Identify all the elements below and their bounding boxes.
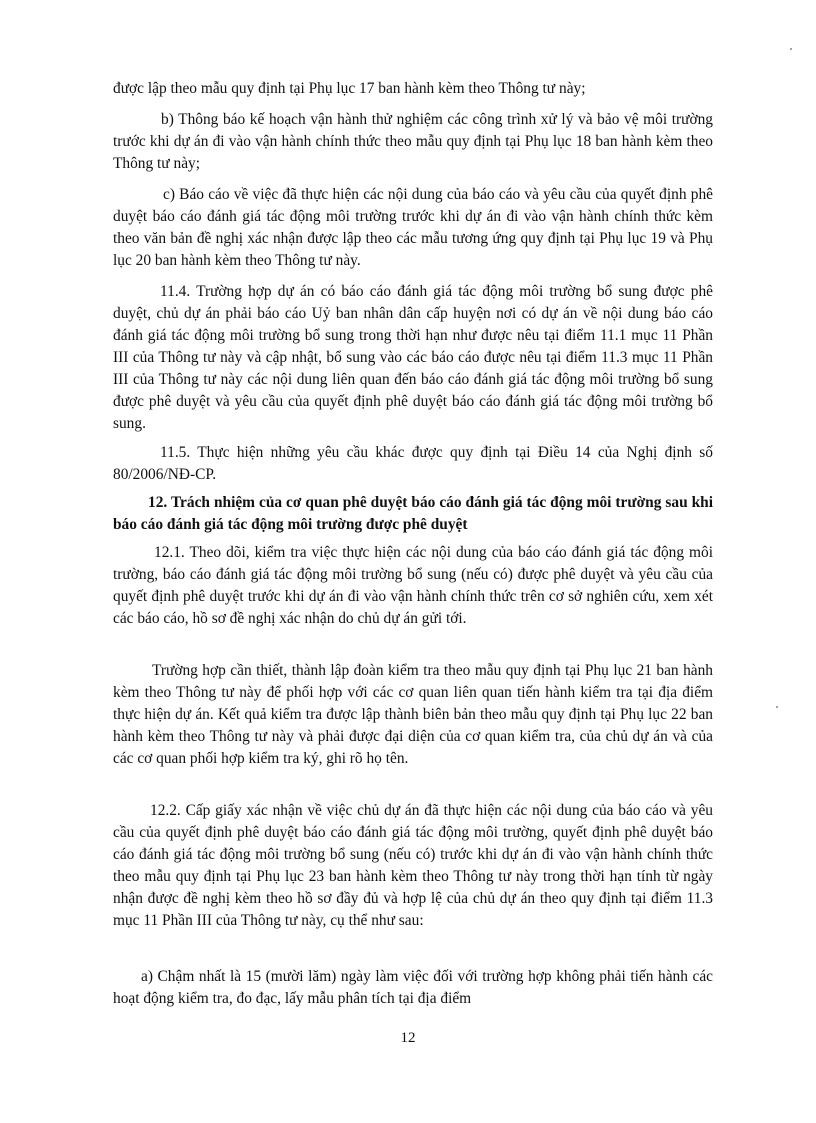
scan-speck (790, 48, 792, 50)
paragraph-item-b: b) Thông báo kế hoạch vận hành thử nghiệm các công trình xử lý và bảo vệ môi trường trước khi dự án đi vào vận hành chính thức theo mẫu quy định tại Phụ lục 18 ban hành kèm theo Thông tư này; (113, 111, 713, 172)
scan-speck (776, 706, 778, 708)
paragraph-item-c: c) Báo cáo về việc đã thực hiện các nội dung của báo cáo và yêu cầu của quyết định phê duyệt báo cáo đánh giá tác động môi trường trước khi dự án đi vào vận hành chính thức kèm theo văn bản đề nghị xác nhận được lập theo các mẫu tương ứng quy định tại Phụ lục 19 và Phụ lục 20 ban hành kèm theo Thông tư này. (113, 186, 713, 269)
paragraph-11-4: 11.4. Trường hợp dự án có báo cáo đánh giá tác động môi trường bổ sung được phê duyệt, chủ dự án phải báo cáo Uỷ ban nhân dân cấp huyện nơi có dự án về nội dung báo cáo đánh giá tác động môi trường bổ sung trong thời hạn như được nêu tại điểm 11.1 mục 11 Phần III của Thông tư này và cập nhật, bổ sung vào các báo cáo được nêu tại điểm 11.3 mục 11 Phần III của Thông tư này các nội dung liên quan đến báo cáo đánh giá tác động môi trường bổ sung được phê duyệt và yêu cầu của quyết định phê duyệt báo cáo đánh giá tác động môi trường bổ sung. (113, 283, 713, 432)
paragraph-12-1: 12.1. Theo dõi, kiểm tra việc thực hiện các nội dung của báo cáo đánh giá tác động môi trường, báo cáo đánh giá tác động môi trường bổ sung (nếu có) được phê duyệt và yêu cầu của quyết định phê duyệt trước khi dự án đi vào vận hành chính thức trên cơ sở nghiên cứu, xem xét các báo cáo, hồ sơ đề nghị xác nhận do chủ dự án gửi tới. (113, 544, 713, 627)
section-heading-12: 12. Trách nhiệm của cơ quan phê duyệt báo cáo đánh giá tác động môi trường sau khi báo cáo đánh giá tác động môi trường được phê duyệt (113, 494, 713, 533)
paragraph-12-2: 12.2. Cấp giấy xác nhận về việc chủ dự án đã thực hiện các nội dung của báo cáo và yêu cầu của quyết định phê duyệt báo cáo đánh giá tác động môi trường, quyết định phê duyệt báo cáo đánh giá tác động môi trường bổ sung (nếu có) trước khi dự án đi vào vận hành chính thức theo mẫu quy định tại Phụ lục 23 ban hành kèm theo Thông tư này trong thời hạn tính từ ngày nhận được đề nghị kèm theo hồ sơ đầy đủ và hợp lệ của chủ dự án theo quy định tại điểm 11.3 mục 11 Phần III của Thông tư này, cụ thể như sau: (113, 802, 713, 929)
paragraph-inspection: Trường hợp cần thiết, thành lập đoàn kiểm tra theo mẫu quy định tại Phụ lục 21 ban hành kèm theo Thông tư này để phối hợp với các cơ quan liên quan tiến hành kiểm tra tại địa điểm thực hiện dự án. Kết quả kiểm tra được lập thành biên bản theo mẫu quy định tại Phụ lục 22 ban hành kèm theo Thông tư này và phải được đại diện của cơ quan kiểm tra, của chủ dự án và của các cơ quan phối hợp kiểm tra ký, ghi rõ họ tên. (113, 662, 713, 767)
paragraph-item-a: a) Chậm nhất là 15 (mười lăm) ngày làm việc đối với trường hợp không phải tiến hành các hoạt động kiểm tra, đo đạc, lấy mẫu phân tích tại địa điểm (113, 968, 713, 1007)
paragraph-11-5: 11.5. Thực hiện những yêu cầu khác được quy định tại Điều 14 của Nghị định số 80/2006/NĐ-CP. (113, 444, 713, 483)
paragraph-continuation: được lập theo mẫu quy định tại Phụ lục 17 ban hành kèm theo Thông tư này; (113, 80, 586, 97)
page-number: 12 (400, 1030, 416, 1046)
